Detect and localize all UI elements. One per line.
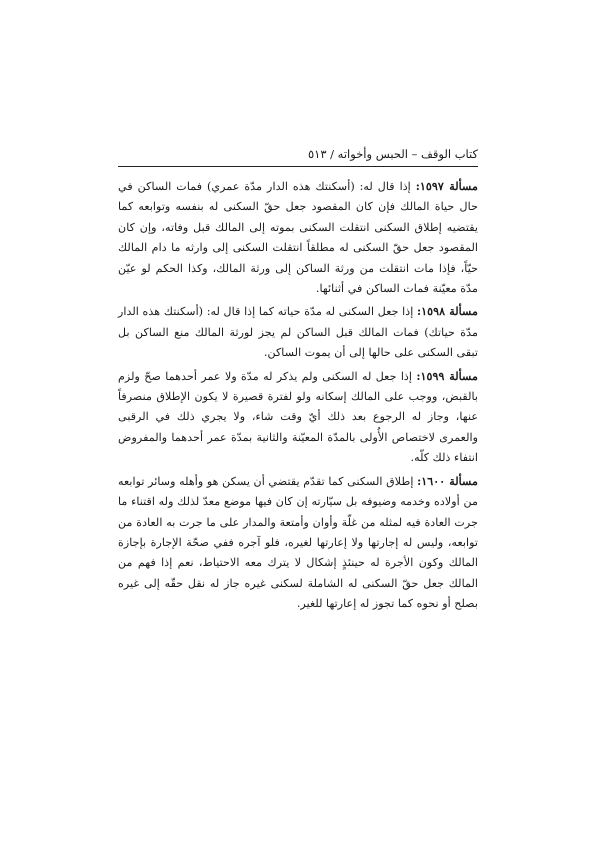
masala-text: إذا جعل له السكنى ولم يذكر له مدّة ولا عمر أحدهما صحّ ولزم بالقبض، ووجب على المالك إسكانه ولو لفترة قصيرة لا يكون الإطلاق منصرفاً عنها، وجاز له الرجوع بعد ذلك أيّ وقت شاء، ولا يجري ذلك في الرقبى والعمرى لاختصاص الأُولى بالمدّة المعيّنة والثانية بمدّة عمر أحدهما والمفروض انتفاء ذلك كلّه. <box>118 369 478 465</box>
paragraph-masala-1599 <box>118 366 478 469</box>
header-divider <box>118 166 478 167</box>
masala-label: مسألة ١٥٩٨: <box>417 304 478 319</box>
masala-text: إطلاق السكنى كما تقدّم يقتضي أن يسكن هو وأهله وسائر توابعه من أولاده وخدمه وضيوفه بل سيّارته إن كان فيها موضع معدّ لذلك وله اقتناء ما جرت العادة فيه لمثله من غلّة وأوان وأمتعة والمدار على ما جرت به العادة من توابعه، وليس له إجارتها ولا إعارتها لغيره، فلو آجره ففي صحّة الإجارة بإجازة المالك وكون الأجرة له حينئذٍ إشكال لا يترك معه الاحتياط، نعم إذا فهم من المالك جعل حقّ السكنى له الشاملة لسكنى غيره جاز له نقل حقّه إلى غيره بصلح أو نحوه كما تجوز له إعارتها للغير. <box>118 474 478 611</box>
paragraph-masala-1598 <box>118 301 478 363</box>
masala-text: إذا جعل السكنى له مدّة حياته كما إذا قال له: (أسكنتك هذه الدار مدّة حياتك) فمات المالك قبل الساكن لم يجز لورثة المالك منع الساكن بل تبقى السكنى على حالها إلى أن يموت الساكن. <box>118 305 478 360</box>
masala-text: إذا قال له: (أسكنتك هذه الدار مدّة عمري) فمات الساكن في حال حياة المالك فإن كان المقصود جعل حقّ السكنى له بنفسه وتوابعه كما يقتضيه إطلاق السكنى انتقلت السكنى بموته إلى المالك قبل وفاته، وإن كان المقصود جعل حقّ السكنى له مطلقاً انتقلت السكنى إلى وارثه ما دام المالك حيّاً، فإذا مات انتقلت من ورثة الساكن إلى ورثة المالك، وكذا الحكم لو عيّن مدّة معيّنة فمات الساكن في أثنائها. <box>118 180 478 296</box>
masala-label: مسألة ١٥٩٩: <box>416 368 479 383</box>
page-body <box>118 176 478 617</box>
running-header: كتاب الوقف – الحبس وأخواته / ٥١٣ <box>307 147 478 161</box>
paragraph-masala-1597 <box>118 176 478 299</box>
paragraph-masala-1600 <box>118 471 478 615</box>
masala-label: مسألة ١٥٩٧: <box>415 179 478 193</box>
masala-label: مسألة ١٦٠٠: <box>417 473 478 488</box>
